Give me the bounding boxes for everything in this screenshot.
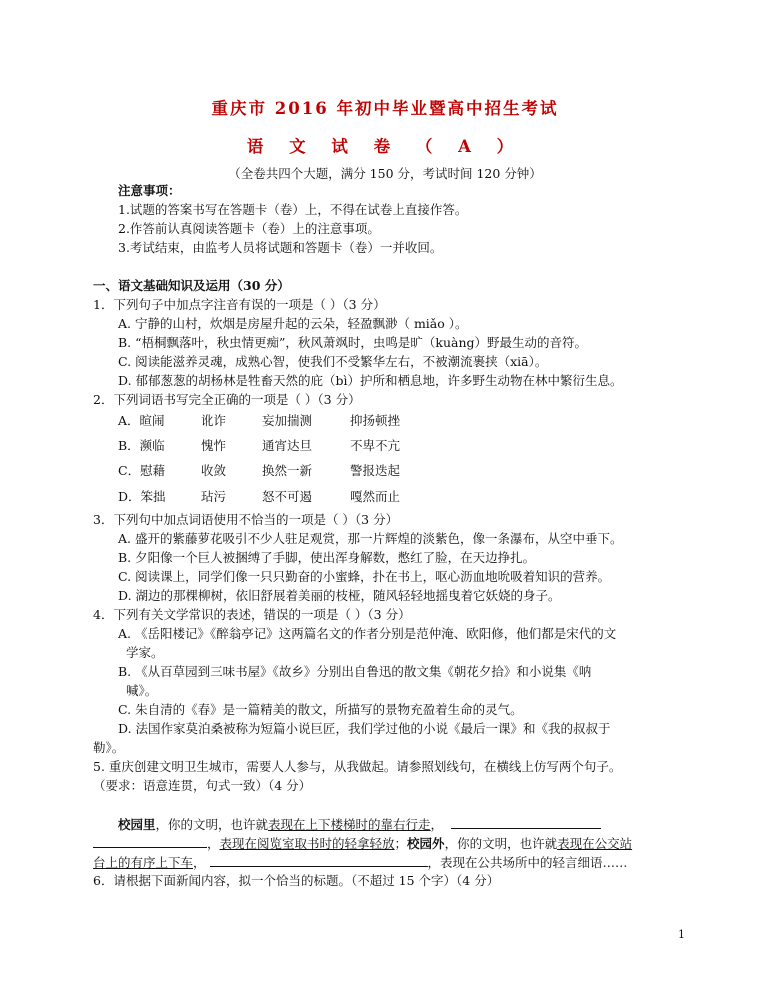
example-sentence: 表现在阅览室取书时的轻拿轻放 xyxy=(219,836,395,851)
example-sentence: 表现在公交站 xyxy=(557,836,633,851)
example-sentence: 表现在上下楼梯时的靠右行走 xyxy=(268,817,431,832)
question-1-option: D. 郁郁葱葱的胡杨林是牲畜天然的庇（bì）护所和栖息地，许多野生动物在林中繁衍生息。 xyxy=(118,373,623,388)
question-3-option: B. 夕阳像一个巨人被捆缚了手脚，使出浑身解数，憋红了脸，在天边挣扎。 xyxy=(118,550,536,565)
answer-blank[interactable] xyxy=(451,816,601,829)
word-option: D．笨拙 xyxy=(118,489,166,504)
question-1-option: C. 阅读能滋养灵魂，成熟心智，使我们不受繁华左右，不被潮流裹挟（xiā）。 xyxy=(118,354,548,369)
question-3-option: D. 湖边的那棵柳树，依旧舒展着美丽的枝桠，随风轻轻地摇曳着它妖娆的身子。 xyxy=(118,588,561,603)
question-4-option: C. 朱自清的《春》是一篇精美的散文，所描写的景物充盈着生命的灵气。 xyxy=(118,702,523,717)
word-option: 讹诈 xyxy=(201,413,227,428)
question-3-stem: 3．下列句中加点词语使用不恰当的一项是（ ）（3 分） xyxy=(93,512,399,527)
answer-blank[interactable] xyxy=(93,835,207,848)
note-item: 2.作答前认真阅读答题卡（卷）上的注意事项。 xyxy=(118,221,380,236)
place-label: 校园外 xyxy=(407,836,445,851)
note-item: 3.考试结束，由监考人员将试题和答题卡（卷）一并收回。 xyxy=(118,240,443,255)
word-option: 嘎然而止 xyxy=(350,489,401,504)
word-option: 妄加揣测 xyxy=(262,413,313,428)
passage-text: ，你的文明，也许就 xyxy=(444,836,558,851)
passage-text: ， xyxy=(430,817,444,832)
question-3-option: C. 阅读课上，同学们像一只只勤奋的小蜜蜂，扑在书上，呕心沥血地吮吸着知识的营养。 xyxy=(118,569,611,584)
question-6-stem: 6．请根据下面新闻内容，拟一个恰当的标题。（不超过 15 个字）（4 分） xyxy=(93,873,500,888)
example-sentence: 台上的有序上下车 xyxy=(93,855,194,870)
word-option: A．暄闹 xyxy=(118,413,165,428)
question-2-stem: 2．下列词语书写完全正确的一项是（ ）（3 分） xyxy=(93,392,361,407)
paper-subtitle: 语 文 试 卷 （ A ） xyxy=(246,137,524,156)
word-option: 抑扬顿挫 xyxy=(350,413,401,428)
question-4-option: B. 《从百草园到三味书屋》《故乡》分别出自鲁迅的散文集《朝花夕拾》和小说集《呐 xyxy=(118,664,592,679)
word-option: 不卑不亢 xyxy=(350,438,401,453)
word-option: B．濒临 xyxy=(118,438,165,453)
page-number: 1 xyxy=(678,928,685,941)
answer-blank[interactable] xyxy=(210,854,428,867)
question-4-option-cont: 学家。 xyxy=(126,645,164,660)
passage-text: ； xyxy=(394,836,408,851)
note-item: 1.试题的答案书写在答题卡（卷）上，不得在试卷上直接作答。 xyxy=(118,202,468,217)
page-title: 重庆市 2016 年初中毕业暨高中招生考试 xyxy=(211,99,559,118)
word-option: 换然一新 xyxy=(262,463,313,478)
question-5-passage-line xyxy=(118,816,601,833)
word-option: 怒不可遏 xyxy=(262,489,313,504)
question-5-passage-line xyxy=(93,835,632,852)
word-option: 收敛 xyxy=(201,463,227,478)
word-option: 玷污 xyxy=(201,489,227,504)
section-heading: 一、语文基础知识及运用（30 分） xyxy=(93,278,290,293)
exam-info: （全卷共四个大题，满分 150 分，考试时间 120 分钟） xyxy=(228,166,542,181)
question-5-requirement: （要求：语意连贯，句式一致）（4 分） xyxy=(93,778,312,793)
word-option: 通宵达旦 xyxy=(262,438,313,453)
question-1-stem: 1．下列句子中加点字注音有误的一项是（ ）（3 分） xyxy=(93,297,386,312)
question-4-option: A. 《岳阳楼记》《醉翁亭记》这两篇名文的作者分别是范仲淹、欧阳修，他们都是宋代的文 xyxy=(118,626,617,641)
passage-text: ， xyxy=(207,836,220,851)
word-option: 警报迭起 xyxy=(350,463,401,478)
question-1-option: B. “梧桐飘落叶，秋虫情更痴”，秋风萧飒时，虫鸣是旷（kuàng）野最生动的音符。 xyxy=(118,335,588,350)
question-4-option: D. 法国作家莫泊桑被称为短篇小说巨匠，我们学过他的小说《最后一课》和《我的叔叔于 xyxy=(118,721,611,736)
question-5-stem: 5. 重庆创建文明卫生城市，需要人人参与，从我做起。请参照划线句，在横线上仿写两个句子。 xyxy=(93,759,622,774)
passage-text: ， xyxy=(193,855,206,870)
word-option: C．慰藉 xyxy=(118,463,166,478)
question-4-option-cont: 勒》。 xyxy=(93,740,125,755)
question-3-option: A. 盛开的紫藤萝花吸引不少人驻足观赏，那一片辉煌的淡紫色，像一条瀑布，从空中垂下。 xyxy=(118,531,623,546)
question-4-stem: 4．下列有关文学常识的表述，错误的一项是（ ）（3 分） xyxy=(93,607,411,622)
place-label: 校园里 xyxy=(118,817,156,832)
question-5-passage-line xyxy=(93,854,628,871)
notes-heading: 注意事项： xyxy=(118,183,181,198)
question-4-option-cont: 喊》。 xyxy=(126,683,158,698)
passage-text: ，你的文明，也许就 xyxy=(155,817,269,832)
word-option: 愧怍 xyxy=(201,438,227,453)
question-1-option: A. 宁静的山村，炊烟是房屋升起的云朵，轻盈飘渺（ miǎo ）。 xyxy=(118,316,468,331)
passage-text: ，表现在公共场所中的轻言细语…… xyxy=(427,855,628,870)
